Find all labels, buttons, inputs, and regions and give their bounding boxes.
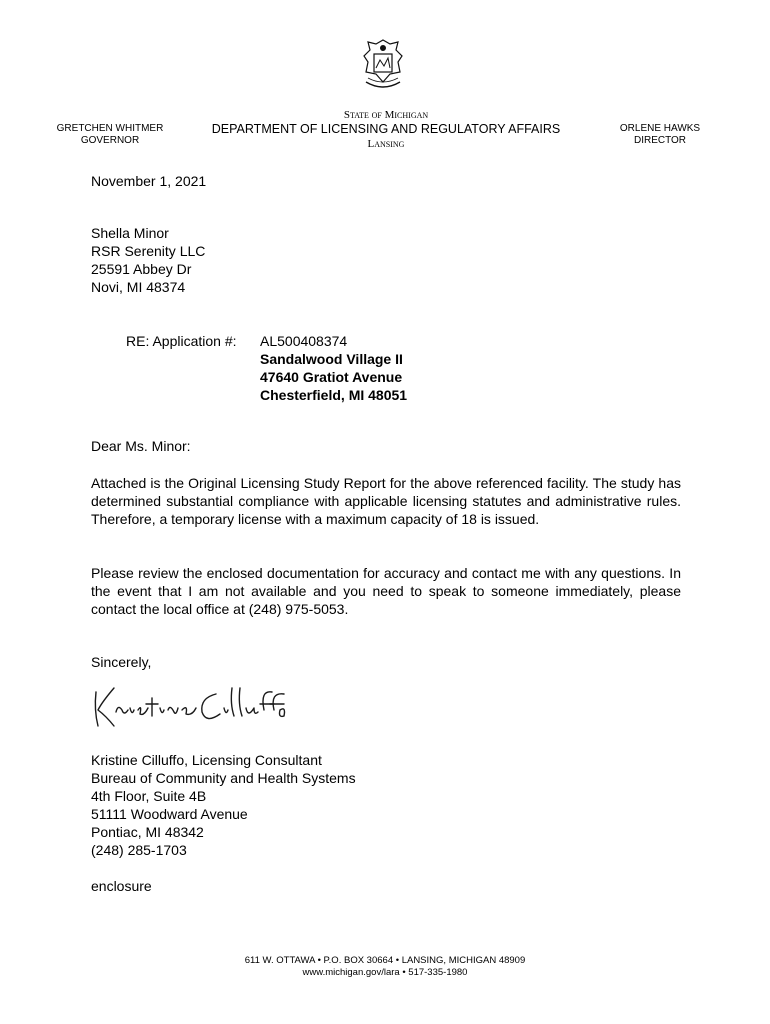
paragraph-1: Attached is the Original Licensing Study Report for the above referenced facility. The study has determined substantial compliance with applicable licensing statutes and administrative rules. Therefore, a temporary license with a maximum capacity of 18 is issued. — [91, 475, 681, 527]
paragraph-2: Please review the enclosed documentation for accuracy and contact me with any questions. In the event that I am not available and you need to speak to someone immediately, please contact the local office at (248) 975-5053. — [91, 565, 681, 617]
re-label: RE: Application #: — [126, 333, 237, 349]
recipient-address — [91, 224, 205, 296]
governor-title: GOVERNOR — [80, 135, 140, 146]
footer-contact: www.michigan.gov/lara • 517-335-1980 — [302, 967, 468, 978]
application-number: AL500408374 — [260, 333, 348, 349]
facility-name: Sandalwood Village II — [260, 351, 403, 367]
director-title: DIRECTOR — [633, 135, 687, 146]
signer-block — [91, 751, 356, 859]
closing: Sincerely, — [91, 654, 152, 670]
signer-city: Pontiac, MI 48342 — [91, 824, 204, 840]
governor-name: GRETCHEN WHITMER — [56, 123, 164, 134]
salutation: Dear Ms. Minor: — [91, 438, 191, 454]
signer-name: Kristine Cilluffo, Licensing Consultant — [91, 752, 322, 768]
department-name: DEPARTMENT OF LICENSING AND REGULATORY AFFAIRS — [211, 122, 561, 136]
state-line: State of Michigan — [343, 109, 429, 121]
footer — [185, 955, 585, 979]
signer-phone: (248) 285-1703 — [91, 842, 187, 858]
letter-date: November 1, 2021 — [91, 173, 207, 189]
recipient-city: Novi, MI 48374 — [91, 279, 186, 295]
state-seal-icon — [360, 38, 406, 94]
footer-address: 611 W. OTTAWA • P.O. BOX 30664 • LANSING, MICHIGAN 48909 — [244, 955, 526, 966]
facility-city: Chesterfield, MI 48051 — [260, 387, 408, 403]
signer-street: 51111 Woodward Avenue — [91, 806, 248, 822]
director-name: ORLENE HAWKS — [619, 123, 701, 134]
facility-street: 47640 Gratiot Avenue — [260, 369, 403, 385]
signer-floor: 4th Floor, Suite 4B — [91, 788, 207, 804]
city-line: Lansing — [367, 138, 405, 150]
re-details — [260, 332, 407, 404]
governor-block — [52, 123, 168, 147]
signer-bureau: Bureau of Community and Health Systems — [91, 770, 356, 786]
signature-image — [88, 680, 288, 732]
director-block — [612, 123, 708, 147]
enclosure-note: enclosure — [91, 878, 152, 894]
department-block — [196, 108, 576, 151]
recipient-company: RSR Serenity LLC — [91, 243, 206, 259]
recipient-street: 25591 Abbey Dr — [91, 261, 192, 277]
recipient-name: Shella Minor — [91, 225, 169, 241]
